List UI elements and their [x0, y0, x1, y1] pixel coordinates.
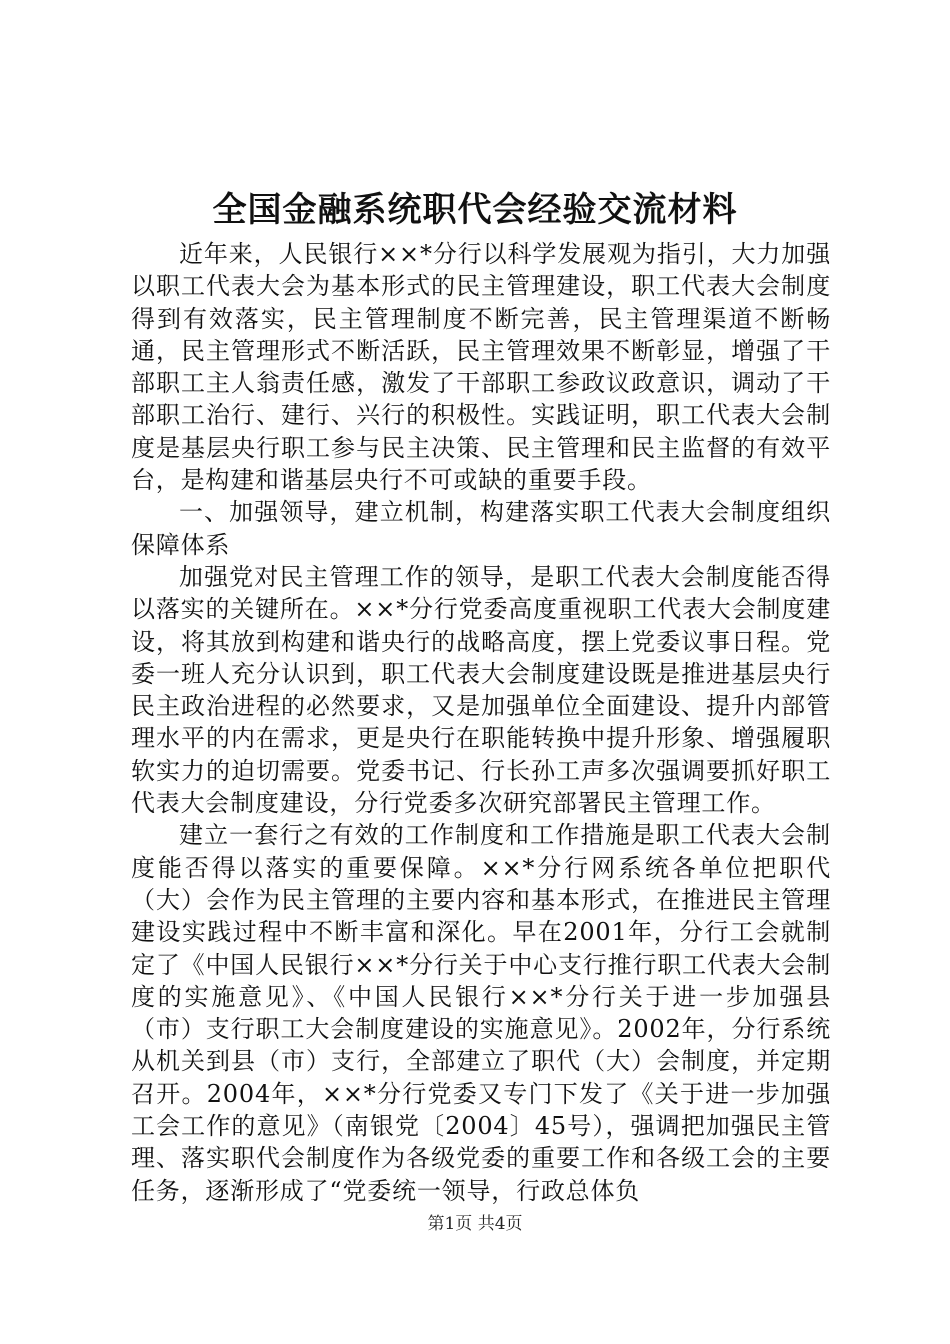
page-number: 第1页 共4页	[427, 1214, 523, 1234]
paragraph-intro: 近年来，人民银行××*分行以科学发展观为指引，大力加强以职工代表大会为基本形式的民主管理建设，职工代表大会制度得到有效落实，民主管理制度不断完善，民主管理渠道不断畅通，民主管理形式不断活跃，民主管理效果不断彰显，增强了干部职工主人翁责任感，激发了干部职工参政议政意识，调动了干部职工治行、建行、兴行的积极性。实践证明，职工代表大会制度是基层央行职工参与民主决策、民主管理和民主监督的有效平台，是构建和谐基层央行不可或缺的重要手段。	[131, 240, 831, 495]
document-title: 全国金融系统职代会经验交流材料	[212, 190, 738, 230]
paragraph-mechanism: 建立一套行之有效的工作制度和工作措施是职工代表大会制度能否得以落实的重要保障。××*分行网系统各单位把职代（大）会作为民主管理的主要内容和基本形式，在推进民主管理建设实践过程中不断丰富和深化。早在2001年，分行工会就制定了《中国人民银行××*分行关于中心支行推行职工代表大会制度的实施意见》、《中国人民银行××*分行关于进一步加强县（市）支行职工大会制度建设的实施意见》。2002年，分行系统从机关到县（市）支行，全部建立了职代（大）会制度，并定期召开。2004年，××*分行党委又专门下发了《关于进一步加强工会工作的意见》（南银党〔2004〕45号），强调把加强民主管理、落实职代会制度作为各级党委的重要工作和各级工会的主要任务，逐渐形成了“党委统一领导，行政总体负	[131, 821, 831, 1205]
section-heading-1: 一、加强领导，建立机制，构建落实职工代表大会制度组织保障体系	[131, 498, 831, 559]
document-body	[131, 238, 831, 1207]
paragraph-leadership: 加强党对民主管理工作的领导，是职工代表大会制度能否得以落实的关键所在。××*分行党委高度重视职工代表大会制度建设，将其放到构建和谐央行的战略高度，摆上党委议事日程。党委一班人充分认识到，职工代表大会制度建设既是推进基层央行民主政治进程的必然要求，又是加强单位全面建设、提升内部管理水平的内在需求，更是央行在职能转换中提升形象、增强履职软实力的迫切需要。党委书记、行长孙工声多次强调要抓好职工代表大会制度建设，分行党委多次研究部署民主管理工作。	[131, 562, 831, 818]
